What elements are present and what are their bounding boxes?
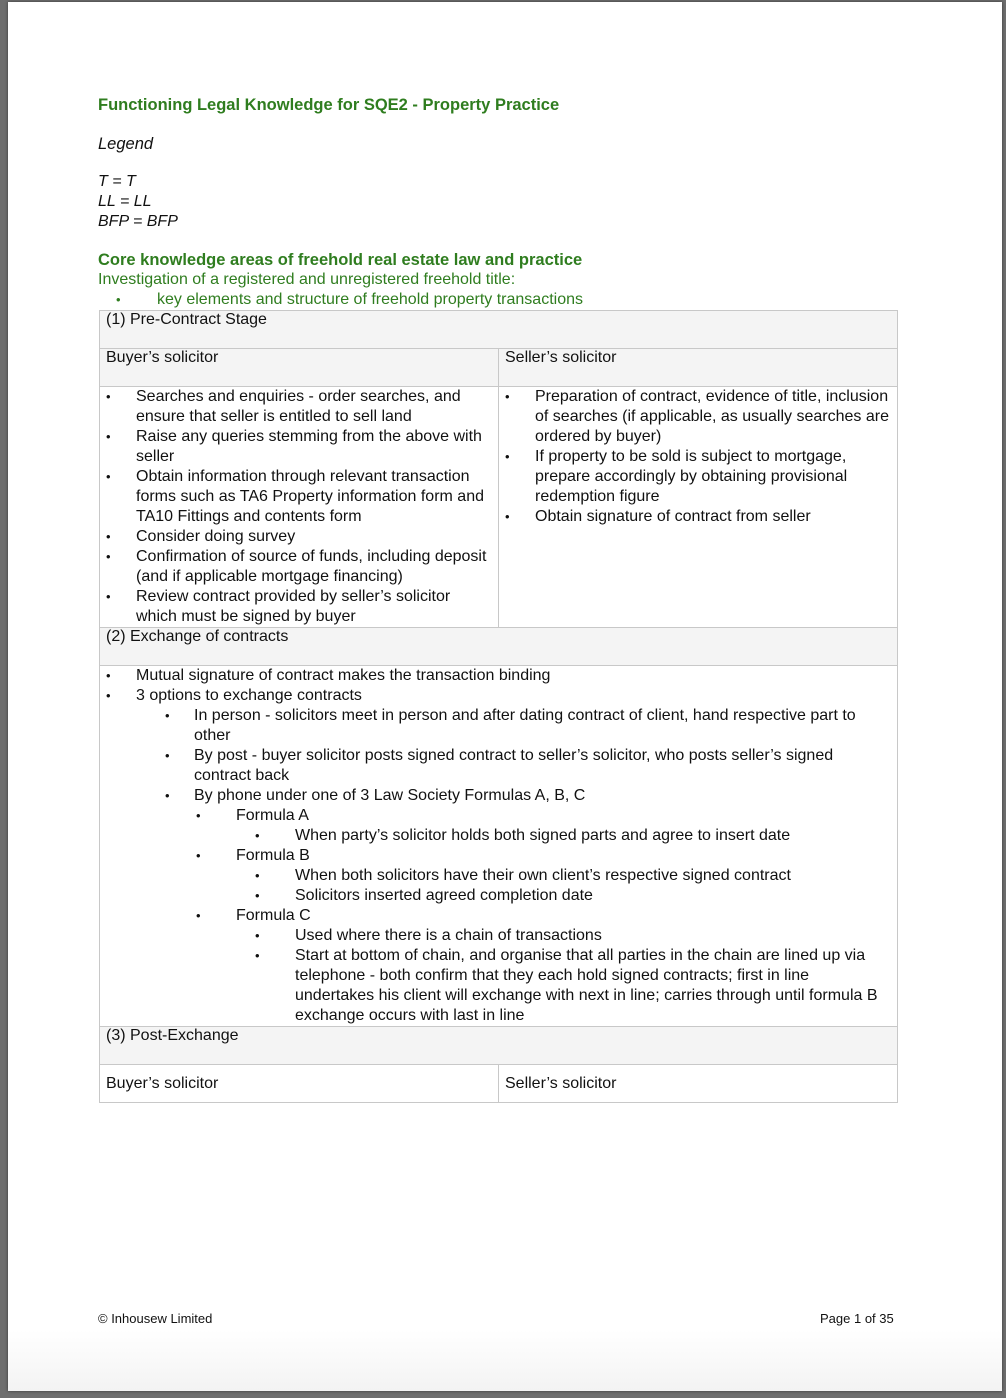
- list-item: • Obtain signature of contract from seller: [505, 507, 891, 527]
- list-item: • Used where there is a chain of transactions: [255, 926, 891, 946]
- footer-copyright: © Inhousew Limited: [98, 1311, 213, 1326]
- list-item: • When both solicitors have their own client’s respective signed contract: [255, 866, 891, 886]
- core-subheading: Investigation of a registered and unregistered freehold title:: [98, 271, 516, 288]
- list-item: • Review contract provided by seller’s solicitor which must be signed by buyer: [106, 587, 492, 627]
- formula-list: [196, 806, 891, 826]
- formula-b-points: [255, 866, 891, 906]
- list-item: • Obtain information through relevant transaction forms such as TA6 Property information form and TA10 Fittings and contents form: [106, 467, 492, 527]
- seller-task-list: [505, 387, 891, 527]
- list-item: • Preparation of contract, evidence of title, inclusion of searches (if applicable, as usually searches are ordered by buyer): [505, 387, 891, 447]
- list-item: • In person - solicitors meet in person and after dating contract of client, hand respective part to other: [165, 706, 891, 746]
- stage2-title: (2) Exchange of contracts: [100, 628, 898, 666]
- formula-list: [196, 846, 891, 866]
- list-item: • Start at bottom of chain, and organise that all parties in the chain are lined up via telephone - both confirm that they each hold signed contracts; first in line undertakes his client will exchange with next in line; carries through until formula B exchange occurs with last in line: [255, 946, 891, 1026]
- page-content: [98, 96, 898, 1103]
- list-item: • If property to be sold is subject to mortgage, prepare accordingly by obtaining provisional redemption figure: [505, 447, 891, 507]
- list-item: • Confirmation of source of funds, including deposit (and if applicable mortgage financing): [106, 547, 492, 587]
- formula-list: [196, 906, 891, 926]
- footer-page-number: Page 1 of 35: [820, 1311, 894, 1326]
- formula-a-points: [255, 826, 891, 846]
- list-item: • Formula B: [196, 846, 891, 866]
- stage1-seller-cell: [499, 387, 898, 628]
- legend-heading: Legend: [98, 135, 154, 153]
- stage3-seller-heading: Seller’s solicitor: [499, 1065, 898, 1103]
- property-stages-table: [99, 310, 898, 1103]
- stage3-buyer-heading: Buyer’s solicitor: [100, 1065, 499, 1103]
- list-item: • By phone under one of 3 Law Society Formulas A, B, C: [165, 786, 891, 806]
- exchange-options-list: [165, 706, 891, 806]
- stage1-buyer-cell: [100, 387, 499, 628]
- legend-item: LL = LL: [98, 193, 152, 210]
- list-item: • When party’s solicitor holds both signed parts and agree to insert date: [255, 826, 891, 846]
- list-item: • Solicitors inserted agreed completion date: [255, 886, 891, 906]
- legend-item: BFP = BFP: [98, 213, 178, 230]
- list-item: • 3 options to exchange contracts: [106, 686, 891, 706]
- list-item: • Searches and enquiries - order searches, and ensure that seller is entitled to sell land: [106, 387, 492, 427]
- list-item: • Consider doing survey: [106, 527, 492, 547]
- list-item: • By post - buyer solicitor posts signed contract to seller’s solicitor, who posts seller’s signed contract back: [165, 746, 891, 786]
- stage1-seller-heading: Seller’s solicitor: [499, 349, 898, 387]
- stage3-title: (3) Post-Exchange: [100, 1027, 898, 1065]
- core-heading: Core knowledge areas of freehold real estate law and practice: [98, 251, 583, 269]
- exchange-list: [106, 666, 891, 706]
- buyer-task-list: [106, 387, 492, 627]
- stage1-title: (1) Pre-Contract Stage: [100, 311, 898, 349]
- core-bullet: • key elements and structure of freehold property transactions: [98, 290, 898, 310]
- list-item: • Formula C: [196, 906, 891, 926]
- list-item: • Formula A: [196, 806, 891, 826]
- stage2-cell: [100, 666, 898, 1027]
- legend-item: T = T: [98, 173, 136, 190]
- legend-list: [98, 172, 898, 232]
- page-bottom-shade: [8, 1330, 1002, 1391]
- list-item: • Raise any queries stemming from the above with seller: [106, 427, 492, 467]
- stage1-buyer-heading: Buyer’s solicitor: [100, 349, 499, 387]
- formula-c-points: [255, 926, 891, 1026]
- document-title: Functioning Legal Knowledge for SQE2 - Property Practice: [98, 96, 560, 114]
- list-item: • Mutual signature of contract makes the transaction binding: [106, 666, 891, 686]
